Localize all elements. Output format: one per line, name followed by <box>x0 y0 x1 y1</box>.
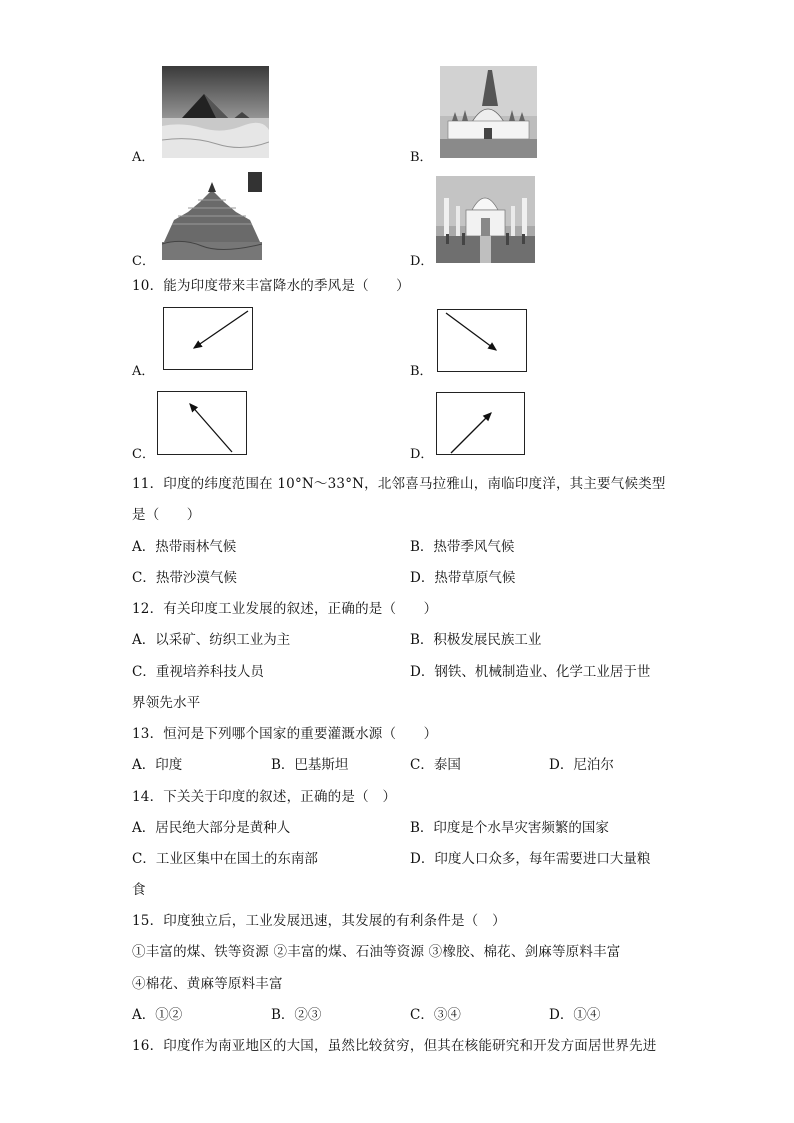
q11-stem-line1: 11．印度的纬度范围在 10°N～33°N，北邻喜马拉雅山，南临印度洋，其主要气候类型 <box>132 476 666 492</box>
q15-stem: 15．印度独立后，工业发展迅速，其发展的有利条件是（ ） <box>132 913 506 929</box>
q9-option-a-image <box>162 66 269 158</box>
q12-option-d-continuation: 界领先水平 <box>132 695 201 711</box>
q15-items-line2: ④棉花、黄麻等原料丰富 <box>132 976 283 992</box>
q10-option-c-letter: C． <box>132 447 155 462</box>
q13-option-d: D．尼泊尔 <box>549 757 614 773</box>
q10-option-a-letter: A． <box>132 364 155 379</box>
q12-option-a: A．以采矿、纺织工业为主 <box>132 632 291 648</box>
q10-option-a-diagram <box>163 307 253 370</box>
q15-option-b: B．②③ <box>271 1007 322 1023</box>
q11-option-b: B．热带季风气候 <box>410 539 515 555</box>
arrow-lower-right-icon <box>438 310 526 371</box>
q10-option-b-letter: B． <box>410 364 433 379</box>
arrow-upper-right-icon <box>437 393 524 454</box>
q14-option-d: D．印度人口众多，每年需要进口大量粮 <box>410 851 651 867</box>
q10-option-d-diagram <box>436 392 525 455</box>
q15-option-c: C．③④ <box>410 1007 461 1023</box>
q15-items-line1: ①丰富的煤、铁等资源 ②丰富的煤、石油等资源 ③橡胶、棉花、剑麻等原料丰富 <box>132 944 621 960</box>
q14-stem: 14．下关关于印度的叙述，正确的是（ ） <box>132 789 397 805</box>
q9-option-d-letter: D． <box>410 254 434 269</box>
q10-stem: 10．能为印度带来丰富降水的季风是（ ） <box>132 278 410 294</box>
q10-option-c-diagram <box>157 391 247 455</box>
q9-option-a-letter: A． <box>132 150 155 165</box>
q12-stem: 12．有关印度工业发展的叙述，正确的是（ ） <box>132 601 438 617</box>
q15-option-a: A．①② <box>132 1007 183 1023</box>
q13-option-a: A．印度 <box>132 757 183 773</box>
q9-option-c-image <box>162 172 262 260</box>
arrow-lower-left-icon <box>164 308 252 369</box>
q13-option-c: C．泰国 <box>410 757 461 773</box>
q11-option-a: A．热带雨林气候 <box>132 539 237 555</box>
q9-option-c-letter: C． <box>132 254 155 269</box>
q14-option-d-continuation: 食 <box>132 882 146 898</box>
q14-option-a: A．居民绝大部分是黄种人 <box>132 820 291 836</box>
q14-option-b: B．印度是个水旱灾害频繁的国家 <box>410 820 609 836</box>
q15-option-d: D．①④ <box>549 1007 601 1023</box>
q14-option-c: C．工业区集中在国土的东南部 <box>132 851 318 867</box>
q12-option-d: D．钢铁、机械制造业、化学工业居于世 <box>410 664 651 680</box>
q13-stem: 13．恒河是下列哪个国家的重要灌溉水源（ ） <box>132 726 438 742</box>
q12-option-c: C．重视培养科技人员 <box>132 664 264 680</box>
q12-option-b: B．积极发展民族工业 <box>410 632 542 648</box>
arrow-upper-left-icon <box>158 392 246 454</box>
q11-option-c: C．热带沙漠气候 <box>132 570 237 586</box>
q9-option-b-letter: B． <box>410 150 433 165</box>
q13-option-b: B．巴基斯坦 <box>271 757 349 773</box>
q9-option-b-image <box>440 66 537 158</box>
q10-option-b-diagram <box>437 309 527 372</box>
q10-option-d-letter: D． <box>410 447 434 462</box>
q9-option-d-image <box>436 176 535 263</box>
q11-stem-line2: 是（ ） <box>132 507 201 523</box>
q16-stem-line1: 16．印度作为南亚地区的大国，虽然比较贫穷，但其在核能研究和开发方面居世界先进 <box>132 1038 657 1054</box>
q11-option-d: D．热带草原气候 <box>410 570 516 586</box>
